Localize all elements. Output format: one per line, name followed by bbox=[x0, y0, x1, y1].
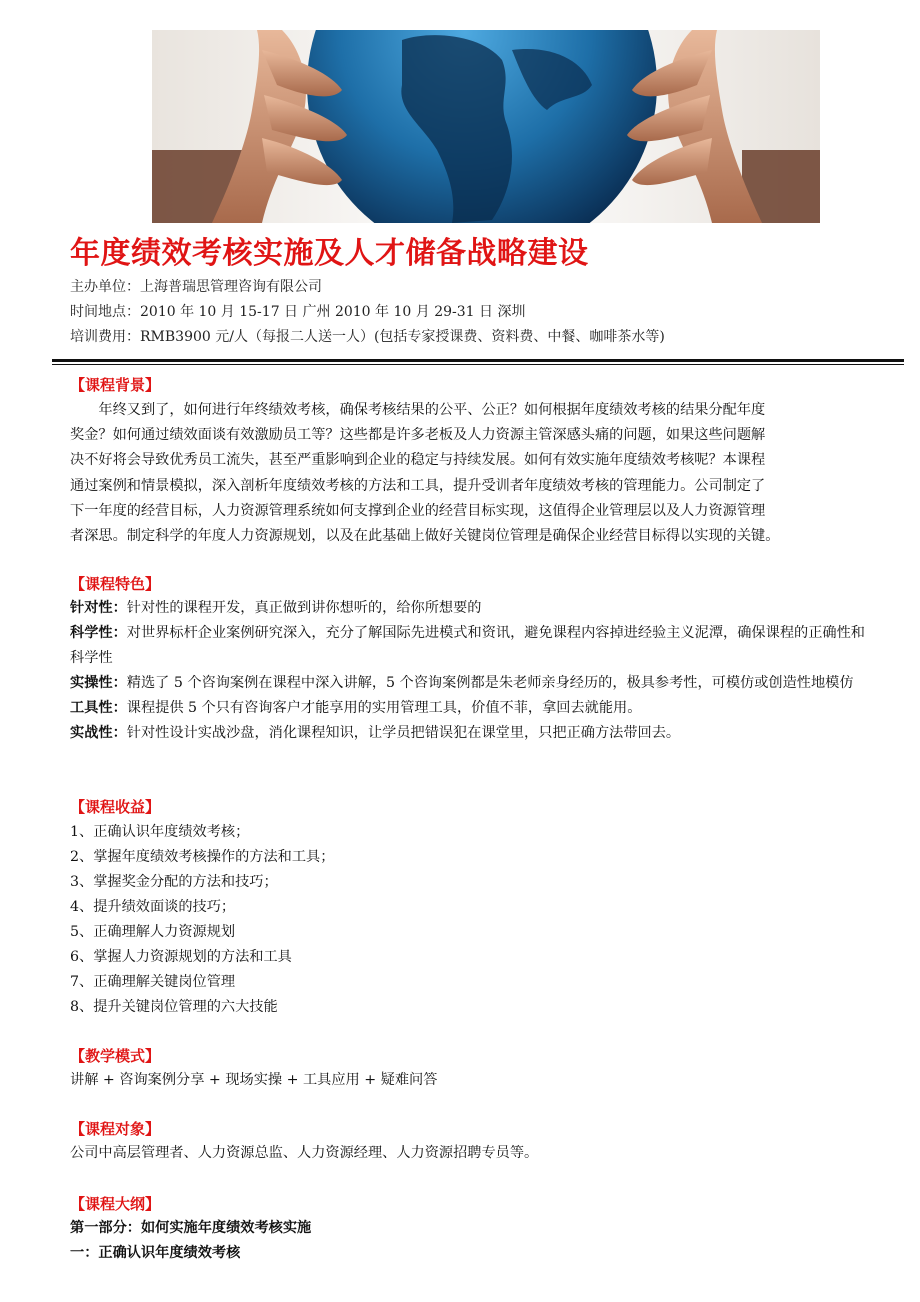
feature-list bbox=[70, 596, 865, 746]
benefit-item: 3、掌握奖金分配的方法和技巧； bbox=[70, 874, 278, 890]
feature-text: 针对性的课程开发，真正做到讲你想听的，给你所想要的 bbox=[126, 600, 482, 616]
section-heading-outline: 【课程大纲】 bbox=[70, 1195, 161, 1213]
time-place-line: 时间地点：2010 年 10 月 15-17 日 广州 2010 年 10 月 29-31 日 深圳 bbox=[70, 304, 526, 320]
divider-thick bbox=[52, 359, 904, 362]
feature-label: 工具性： bbox=[70, 700, 127, 716]
benefit-item: 4、提升绩效面谈的技巧； bbox=[70, 899, 236, 915]
section-heading-audience: 【课程对象】 bbox=[70, 1120, 161, 1138]
hands-holding-globe-image bbox=[152, 30, 820, 223]
feature-label: 科学性： bbox=[70, 625, 127, 641]
benefit-item: 1、正确认识年度绩效考核； bbox=[70, 824, 250, 840]
audience-text: 公司中高层管理者、人力资源总监、人力资源经理、人力资源招聘专员等。 bbox=[70, 1145, 539, 1161]
benefit-item: 5、正确理解人力资源规划 bbox=[70, 924, 236, 940]
feature-label: 实操性： bbox=[70, 675, 127, 691]
feature-item bbox=[70, 596, 865, 621]
benefit-item: 2、掌握年度绩效考核操作的方法和工具； bbox=[70, 849, 335, 865]
feature-label: 实战性： bbox=[70, 725, 127, 741]
benefit-item: 7、正确理解关键岗位管理 bbox=[70, 974, 236, 990]
benefit-item: 8、提升关键岗位管理的六大技能 bbox=[70, 999, 278, 1015]
background-line: 者深思。制定科学的年度人力资源规划，以及在此基础上做好关键岗位管理是确保企业经营目标得以实现的关键。 bbox=[70, 528, 780, 545]
background-line: 下一年度的经营目标，人力资源管理系统如何支撑到企业的经营目标实现，这值得企业管理层以及人力资源管理 bbox=[70, 502, 766, 519]
feature-item bbox=[70, 671, 865, 696]
page-title: 年度绩效考核实施及人才储备战略建设 bbox=[70, 236, 589, 271]
section-heading-mode: 【教学模式】 bbox=[70, 1047, 161, 1065]
background-line: 通过案例和情景模拟，深入剖析年度绩效考核的方法和工具，提升受训者年度绩效考核的管理能力。公司制定了 bbox=[70, 477, 766, 494]
background-line: 奖金？如何通过绩效面谈有效激励员工等？这些都是许多老板及人力资源主管深感头痛的问题，如果这些问题解 bbox=[70, 427, 766, 444]
fee-line: 培训费用：RMB3900 元/人（每报二人送一人）(包括专家授课费、资料费、中餐、咖啡茶水等) bbox=[70, 329, 665, 345]
organizer-line: 主办单位：上海普瑞思管理咨询有限公司 bbox=[70, 279, 322, 295]
section-heading-features: 【课程特色】 bbox=[70, 575, 161, 593]
outline-part-title: 第一部分：如何实施年度绩效考核实施 bbox=[70, 1220, 312, 1236]
feature-item bbox=[70, 721, 865, 746]
feature-label: 针对性： bbox=[70, 600, 127, 616]
outline-subsection-title: 一：正确认识年度绩效考核 bbox=[70, 1245, 241, 1261]
background-line: 决不好将会导致优秀员工流失，甚至严重影响到企业的稳定与持续发展。如何有效实施年度绩效考核呢？本课程 bbox=[70, 452, 766, 469]
divider-thin bbox=[52, 364, 904, 365]
banner-image bbox=[152, 30, 820, 223]
mode-text: 讲解 + 咨询案例分享 + 现场实操 + 工具应用 + 疑难问答 bbox=[70, 1072, 438, 1088]
feature-item bbox=[70, 696, 865, 721]
feature-item bbox=[70, 621, 865, 671]
feature-text: 对世界标杆企业案例研究深入，充分了解国际先进模式和资讯，避免课程内容掉进经验主义泥潭，确保课程的正确性和科学性 bbox=[70, 625, 865, 666]
section-heading-benefits: 【课程收益】 bbox=[70, 798, 161, 816]
background-line: 年终又到了，如何进行年终绩效考核，确保考核结果的公平、公正？如何根据年度绩效考核的结果分配年度 bbox=[98, 402, 766, 418]
feature-text: 针对性设计实战沙盘，消化课程知识，让学员把错误犯在课堂里，只把正确方法带回去。 bbox=[126, 725, 681, 741]
background-paragraph bbox=[70, 398, 865, 549]
section-heading-background: 【课程背景】 bbox=[70, 376, 161, 394]
feature-text: 课程提供 5 个只有咨询客户才能享用的实用管理工具，价值不菲，拿回去就能用。 bbox=[126, 700, 642, 716]
benefit-item: 6、掌握人力资源规划的方法和工具 bbox=[70, 949, 292, 965]
feature-text: 精选了 5 个咨询案例在课程中深入讲解，5 个咨询案例都是朱老师亲身经历的，极具参考性，可模仿或创造性地模仿 bbox=[126, 675, 854, 691]
